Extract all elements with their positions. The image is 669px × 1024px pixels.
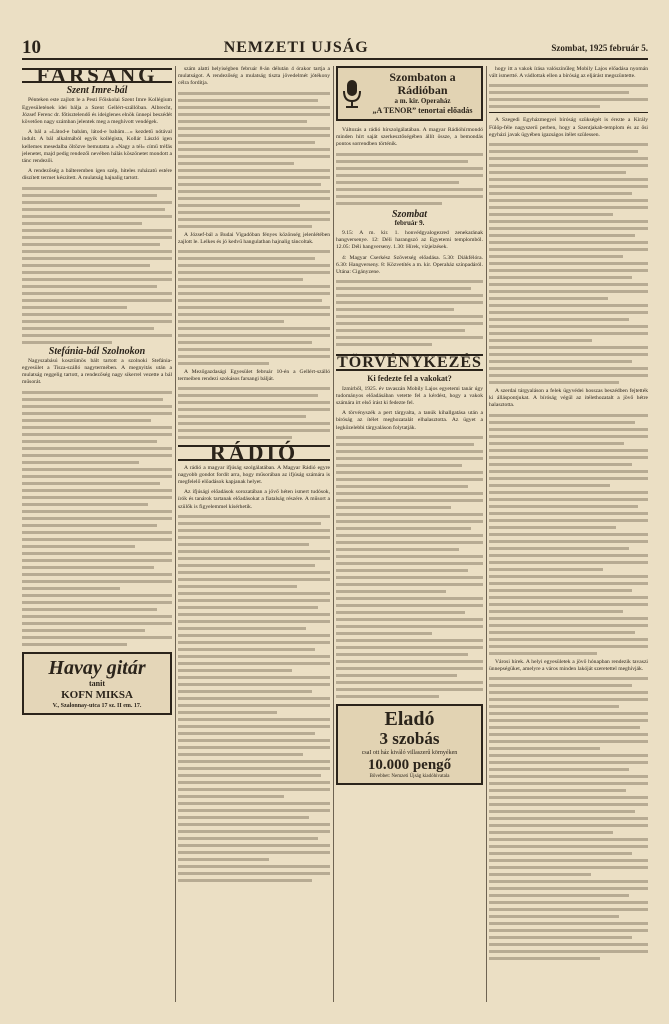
article-paragraph: A Mezőgazdasági Egyesület február 10-én a Gellért-szálló termeiben rendezi szokásos farsangi bálját.: [178, 369, 330, 383]
divider: [489, 112, 648, 113]
article-title: Szent Imre-bál: [66, 85, 128, 97]
house-sale-ad: [336, 704, 483, 785]
article-paragraph: A rádió a magyar ifjúság szolgálatában. A Magyar Rádió egyre nagyobb gondot fordít arra, hogy műsorában az ifjúság számára is megfelelő előadások kapjanak helyet.: [178, 464, 330, 486]
text-filler: [489, 414, 648, 655]
text-filler: [178, 515, 330, 882]
text-filler: [489, 84, 648, 108]
column-2: [178, 66, 330, 1004]
ad-name: KOFN MIKSA: [61, 688, 133, 701]
text-filler: [489, 143, 648, 384]
column-divider: [175, 66, 176, 1002]
text-filler: [178, 387, 330, 439]
program-paragraph: 4: Magyar Cserkész Szövetség előadása. 5.30: Diákfélóra. 6.30: Hangverseny. 8: Közvetítés a m. kir. Operaház színpadáról. Utána: Cigányzene.: [336, 254, 483, 276]
article-paragraph: A szerdai tárgyaláson a felek ügyvédei hosszas beszédben fejtették ki álláspontjukat. A bíróság végül az ítélethozatalt a jövő hétre halasztotta.: [489, 388, 648, 409]
law-subtitle: Ki fedezte fel a vakokat?: [367, 374, 452, 384]
ad-text: a m. kir. Operaház: [394, 97, 451, 105]
text-filler: [178, 92, 330, 228]
guitar-ad: [22, 652, 172, 715]
program-paragraph: 9.15: A m. kir. 1. honvédgyalogezred zenekarának hangversenye. 12: Déli harangszó az Egyetemi templomból. 12.05: Déli hangverseny. 1.30: Hírek, vízjelzések.: [336, 230, 483, 251]
ad-text: tanit: [89, 678, 105, 688]
article-title: Stefánia-bál Szolnokon: [48, 345, 146, 357]
ad-text: csaI ott ház kiváló villaszerű környéken: [361, 749, 458, 756]
text-filler: [336, 153, 483, 205]
text-filler: [22, 391, 172, 646]
ad-subheadline: 3 szobás: [379, 728, 440, 748]
article-paragraph: Nagyszabású kosztümös bált tartott a szolnoki Stefánia-egyesület a Tisza-szálló nagytermében. A megnyitás után a mulatság reggelig tartott, a rendezőség nagy sikerrel vezette a bál műsorát.: [22, 357, 172, 386]
microphone-icon: [341, 79, 363, 109]
radio-opera-ad: [336, 66, 483, 121]
column-1: [22, 66, 172, 1004]
ad-text: „A TENOR” tenortai előadás: [372, 106, 473, 115]
article-paragraph: Változás a rádió hírszolgálatában. A magyar Rádióhírmondó minden hírt saját szerkesztőségében állít össze, a bemondás pontos sorrendben történik.: [336, 127, 483, 148]
ad-headline: Szombaton a Rádióban: [389, 70, 456, 97]
masthead: [22, 38, 648, 60]
article-paragraph: Városi hírek. A helyi egyesületek a jövő hónapban rendezik tavaszi ünnepségüket, amelyre a város minden lakóját szeretettel meghívják.: [489, 658, 648, 672]
ad-footer: Bővebbet: Nemzeti Újság kiadóhivatala: [369, 773, 450, 779]
paper-name: NEMZETI UJSÁG: [223, 39, 369, 56]
ad-address: V., Szalonnay-utca 17 sz. II em. 17.: [52, 702, 142, 709]
ad-price: 10.000 pengő: [367, 756, 452, 773]
article-paragraph: Pénteken este zajlott le a Pesti Főiskolai Szent Imre Kollégium Egyesületének idei bálja a Szent Gellért-szállóban. Albrecht, József Ferenc dr. főtisztelendő és ideiglenes elnök ünnepi beszédét követően nagy számban jelentek meg a meghívott vendégek.: [22, 97, 172, 126]
article-paragraph: A törvényszék a pert tárgyalta, a tanúk kihallgatása után a bíróság az ítélet meghozatalát elhalasztotta. Az ügyet a legközelebbi tárgyaláson folytatják.: [336, 410, 483, 431]
section-title-law: TÖRVÉNYKEZÉS: [337, 354, 482, 372]
ad-headline: Eladó: [384, 707, 435, 730]
section-title-radio: RÁDIÓ: [178, 445, 330, 460]
program-title: Szombat: [391, 208, 427, 220]
issue-date: Szombat, 1925 február 5.: [551, 43, 648, 53]
text-filler: [336, 280, 483, 346]
text-filler: [22, 187, 172, 344]
column-4: [489, 66, 648, 1004]
column-divider: [333, 66, 334, 1002]
article-paragraph: A József-bál a Budai Vigadóban fényes közönség jelenlétében zajlott le. Lelkes és jó kedvű hangulatban hajnalig táncoltak.: [178, 231, 330, 245]
program-subtitle: február 9.: [394, 218, 425, 227]
article-paragraph: szám alatti helyiségben február 8-án délután 4 órakor tartja a mulatságot. A rendezőség a mulatság tiszta jövedelmét jótékony célra fordítja.: [178, 66, 330, 87]
article-paragraph: A rendezőség a bálteremben igen szép, hiteles ruházatú estére díszített termet készített. A mulatság hajnalig tartott.: [22, 168, 172, 182]
article-paragraph: Az ifjúsági előadások sorozatában a jövő héten ismert tudósok, írók és tanárok tartanak előadásokat a fiatalság részére. A műsort a szülők is figyelemmel kísérhetik.: [178, 489, 330, 510]
article-paragraph: A Szegedi Egyházmegyei bíróság szükségét is érezte a Király Fülöp-féle nagyszerű perben, hogy a Szentjakab-templom és az ősi egyházi javak ügyében igazságos ítélet szülessen.: [489, 117, 648, 138]
column-divider: [486, 66, 487, 1002]
article-paragraph: hogy itt a vakok írása valószínűleg Mobily Lajos előadása nyomán vált ismertté. A vádlottak ellen a bíróság az eljárást megszüntette.: [489, 66, 648, 80]
column-3: [336, 66, 483, 1004]
article-paragraph: A bál a »Látod-e babám, látod-e babám…« kezdetű nótával indult. A bál alkalmából egyik kollégista, Kollár László igen kellemes mesedalba öltözve bemutatta a »Nagy a tél« című tréfás jelenetet, majd pedig rendezői nevében hálás köszönetet mondott a tánc rendezői.: [22, 129, 172, 165]
page-number: 10: [22, 37, 41, 58]
text-filler: [336, 436, 483, 698]
article-paragraph: Izmirből, 1925. év tavaszán Mobily Lajos egyetemi tanár úgy tudományos előadásában vetette fel a kérdést, hogy a vakok számára írt első írást ki fedezte fel.: [336, 385, 483, 407]
ad-headline: Havay gitár: [48, 656, 146, 679]
text-filler: [178, 250, 330, 365]
section-title-farsang: FARSANG: [22, 68, 172, 83]
text-filler: [489, 677, 648, 960]
